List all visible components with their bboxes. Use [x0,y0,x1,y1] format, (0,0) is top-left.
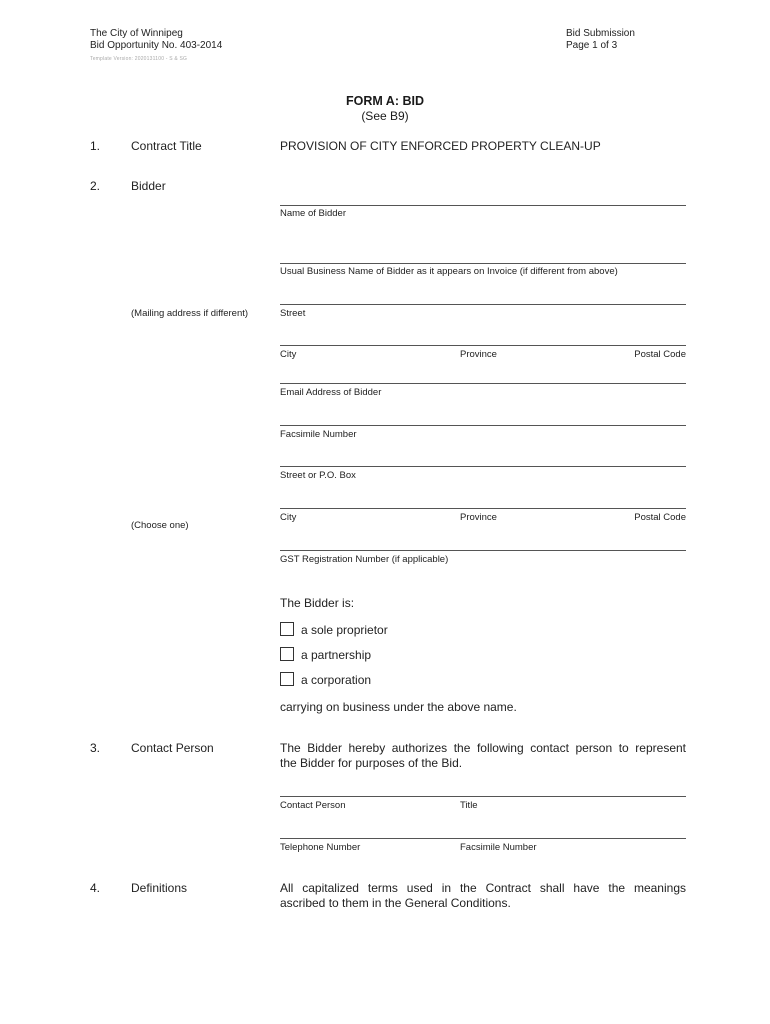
gst-caption: GST Registration Number (if applicable) [280,554,449,565]
contract-title-value: PROVISION OF CITY ENFORCED PROPERTY CLEAN-UP [280,139,601,153]
street-po-box-field[interactable] [280,466,686,467]
business-name-field[interactable] [280,263,686,264]
email-caption: Email Address of Bidder [280,387,382,398]
street-caption: Street [280,308,306,319]
definitions-text-line-1: All capitalized terms used in the Contract shall have the meanings [280,881,686,895]
contact-authorization-line-1: The Bidder hereby authorizes the following contact person to represent [280,741,686,755]
contract-title-label: Contract Title [131,139,202,153]
bidder-label: Bidder [131,179,166,193]
section-1-number: 1. [90,139,101,153]
name-of-bidder-field[interactable] [280,205,686,206]
facsimile-field[interactable] [280,425,686,426]
province-caption-1: Province [460,349,497,360]
sole-proprietor-label: a sole proprietor [301,623,388,637]
business-name-caption: Usual Business Name of Bidder as it appears on Invoice (if different from above) [280,266,618,277]
city-province-postal-field-1[interactable] [280,345,686,346]
contact-person-label: Contact Person [131,741,214,755]
city-province-postal-field-2[interactable] [280,508,686,509]
header-bid-submission: Bid Submission [566,28,635,39]
mailing-address-note: (Mailing address if different) [131,308,249,319]
contact-facsimile-caption: Facsimile Number [460,842,537,853]
contact-authorization-line-2: the Bidder for purposes of the Bid. [280,756,463,770]
postal-code-caption-2: Postal Code [634,512,686,523]
header-page-number: Page 1 of 3 [566,40,618,51]
partnership-label: a partnership [301,648,372,662]
city-caption-1: City [280,349,297,360]
province-caption-2: Province [460,512,497,523]
sole-proprietor-checkbox[interactable] [280,622,294,636]
name-of-bidder-caption: Name of Bidder [280,208,347,219]
postal-code-caption-1: Postal Code [634,349,686,360]
facsimile-caption: Facsimile Number [280,429,357,440]
contact-person-title-field[interactable] [280,796,686,797]
header-bid-opportunity: Bid Opportunity No. 403-2014 [90,40,223,51]
section-2-number: 2. [90,179,101,193]
street-po-box-caption: Street or P.O. Box [280,470,356,481]
telephone-facsimile-field[interactable] [280,838,686,839]
city-caption-2: City [280,512,297,523]
bidder-is-label: The Bidder is: [280,596,355,610]
definitions-text-line-2: ascribed to them in the General Conditions. [280,896,511,910]
definitions-label: Definitions [131,881,188,895]
header-city: The City of Winnipeg [90,28,183,39]
title-caption: Title [460,800,478,811]
choose-one-note: (Choose one) [131,520,189,531]
email-field[interactable] [280,383,686,384]
partnership-checkbox[interactable] [280,647,294,661]
carrying-on-business-text: carrying on business under the above name. [280,700,517,714]
form-subtitle: (See B9) [361,109,409,123]
section-3-number: 3. [90,741,101,755]
form-title: FORM A: BID [346,94,424,108]
street-field[interactable] [280,304,686,305]
corporation-label: a corporation [301,673,372,687]
gst-field[interactable] [280,550,686,551]
section-4-number: 4. [90,881,101,895]
contact-person-caption: Contact Person [280,800,346,811]
template-version: Template Version: 2020131100 - S & SG [90,56,188,62]
telephone-caption: Telephone Number [280,842,361,853]
corporation-checkbox[interactable] [280,672,294,686]
